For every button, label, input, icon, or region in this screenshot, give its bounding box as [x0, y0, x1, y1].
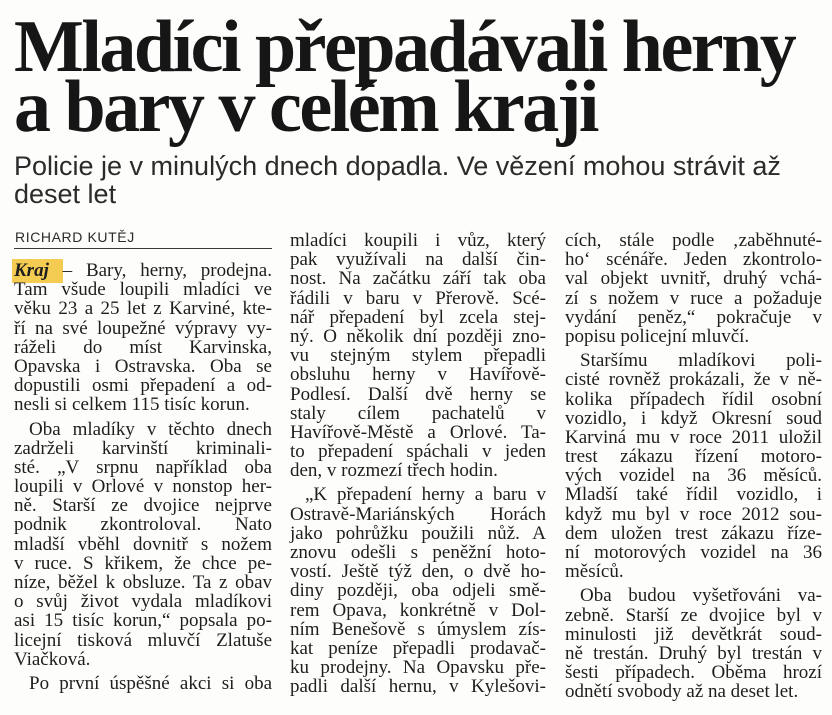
line-text: vydání peněz,“ pokračuje v — [565, 306, 822, 328]
dateline: Kraj — [12, 259, 63, 283]
text-line — [290, 562, 546, 581]
text-line — [290, 423, 546, 442]
text-line — [290, 620, 546, 639]
text-line — [14, 338, 272, 357]
line-text: licejní tisková mluvčí Zlatuše — [14, 629, 272, 651]
line-text: ně. Starší ze dvojice nejprve — [14, 495, 272, 517]
line-text: Havířově-Městě a Orlové. Ta- — [290, 421, 546, 443]
paragraph — [565, 586, 822, 701]
text-line — [290, 269, 546, 288]
line-text: zí s nožem v ruce a požaduje — [565, 287, 822, 309]
line-text: níze, běžel k obsluze. Ta z obav — [14, 572, 272, 593]
line-text: sté. „V srpnu například oba — [14, 456, 272, 478]
text-line — [565, 586, 822, 605]
line-text: když mu byl v roce 2012 sou- — [565, 503, 822, 525]
line-text: – Bary, herny, prodejna. — [48, 260, 272, 281]
line-text: kat peníze přepadli prodavač- — [290, 637, 546, 659]
subheadline-line: Policie je v minulých dnech dopadla. Ve vězení mohou strávit až — [14, 151, 781, 181]
text-line — [290, 385, 546, 404]
line-text: odnětí svobody až na deset let. — [565, 681, 799, 703]
paragraph — [290, 231, 546, 480]
line-text: „K přepadení herny a baru v — [305, 484, 546, 506]
article-column — [565, 231, 822, 702]
text-line — [14, 357, 272, 376]
text-line — [565, 644, 822, 663]
line-text: to přepadení spáchali v jeden — [290, 441, 546, 463]
line-text: Staršímu mladíkovi poli- — [580, 350, 822, 372]
line-text: ním Benešově s úmyslem zís- — [290, 618, 546, 640]
text-line — [565, 606, 822, 625]
line-text: Oba mladíky v těchto dnech — [29, 418, 272, 440]
line-text: Opavska i Ostravska. Oba se — [14, 355, 272, 377]
line-text: nost. Na začátku září tak oba — [290, 268, 546, 290]
paragraph — [565, 231, 822, 346]
text-line — [14, 477, 272, 496]
paragraph — [565, 351, 822, 581]
line-text: ní motorových vozidel na 36 — [565, 542, 822, 563]
text-line — [565, 562, 822, 581]
line-text: věku 23 a 25 let z Karviné, kte- — [14, 298, 272, 320]
text-line — [290, 404, 546, 423]
line-text: jako pohrůžku použili nůž. A — [290, 522, 546, 544]
line-text: ho‘ scénáře. Jeden zkontrolo- — [565, 249, 822, 271]
text-line — [290, 346, 546, 365]
line-text: ně trestán. Druhý byl trestán v — [565, 642, 822, 664]
text-line — [14, 439, 272, 458]
text-line — [565, 250, 822, 269]
line-text: vu stejným stylem přepadli — [290, 345, 546, 367]
text-line — [565, 370, 822, 389]
line-text: vých vozidel na 36 měsíců. — [565, 465, 822, 487]
line-text: kolika případech řídil osobní — [565, 388, 822, 410]
line-text: řádili v baru v Přerově. Scé- — [290, 287, 546, 309]
text-line — [565, 505, 822, 524]
line-text: zadrželi karvinští kriminali- — [14, 437, 272, 459]
text-line — [14, 376, 272, 395]
line-text: padli další hernu, v Kylešovi- — [290, 676, 546, 698]
article-column — [14, 261, 272, 693]
line-text: Karviná mu v roce 2011 uložil — [565, 426, 822, 448]
text-line — [14, 458, 272, 477]
line-text: Podlesí. Další dvě herny se — [290, 383, 546, 405]
line-text: staly cílem pachatelů v — [290, 402, 546, 424]
headline-line: Mladíci přepadávali herny — [14, 6, 795, 88]
text-line — [290, 639, 546, 658]
line-text: nář přepadení byl zcela stej- — [290, 306, 546, 328]
text-line — [290, 365, 546, 384]
text-line — [290, 231, 546, 250]
line-text: vozidlo, i když Okresní soud — [565, 407, 822, 429]
text-line — [290, 543, 546, 562]
text-line — [565, 351, 822, 370]
line-text: ný. O několik dní později zno- — [290, 325, 546, 347]
text-line — [290, 327, 546, 346]
line-text: Tam všude loupili mladíci ve — [14, 279, 272, 301]
line-text: rem Opava, konkrétně v Dol- — [290, 599, 546, 621]
line-text: val objekt uvnitř, druhý vchá- — [565, 268, 822, 290]
text-line — [290, 308, 546, 327]
text-line — [565, 409, 822, 428]
paragraph — [14, 261, 272, 415]
text-line — [565, 447, 822, 466]
line-text: ráželi do míst Karvinska, — [14, 336, 272, 358]
text-line — [14, 592, 272, 611]
paragraph — [14, 674, 272, 693]
text-line — [14, 535, 272, 554]
line-text: loupili v Orlové v nonstop her- — [14, 476, 272, 498]
text-line — [565, 231, 822, 250]
text-line — [14, 611, 272, 630]
line-text: Mladší také řídil vozidlo, i — [565, 484, 822, 506]
line-text: diny později, oba odjeli smě- — [290, 580, 546, 602]
text-line — [290, 289, 546, 308]
line-text: obsluhu herny v Havířově- — [290, 364, 546, 386]
text-line — [565, 327, 822, 346]
line-text: trest zákazu řízení motoro- — [565, 446, 822, 468]
byline: RICHARD KUTĚJ — [15, 229, 135, 245]
text-line — [565, 543, 822, 562]
text-line — [14, 395, 272, 414]
line-text: vostí. Ještě týž den, o dvě ho- — [290, 561, 546, 583]
text-line — [14, 573, 272, 592]
line-text: mladíci koupili i vůz, který — [290, 230, 546, 251]
line-text: asi 15 tisíc korun,“ popsala po- — [14, 610, 272, 632]
text-line — [14, 674, 272, 693]
line-text: nesli si celkem 115 tisíc korun. — [14, 394, 250, 416]
text-line — [290, 461, 546, 480]
text-line — [565, 625, 822, 644]
line-text: minulosti již devětkrát soud- — [565, 623, 822, 645]
line-text: ku prodejny. Na Opavsku pře- — [290, 657, 546, 679]
line-text: v ruce. S křikem, že chce pe- — [14, 552, 272, 574]
text-line — [14, 631, 272, 650]
text-line — [565, 682, 822, 701]
article-column — [290, 231, 546, 697]
text-line — [290, 601, 546, 620]
line-text: cích, stále podle ‚zaběhnuté- — [565, 230, 822, 251]
line-text: Viačková. — [14, 648, 91, 670]
text-line — [290, 524, 546, 543]
text-line — [290, 505, 546, 524]
text-line — [290, 250, 546, 269]
text-line — [290, 442, 546, 461]
line-text: podnik zkontroloval. Nato — [14, 514, 272, 536]
paragraph — [290, 485, 546, 696]
text-line — [14, 280, 272, 299]
line-text: pak využívali na další čin- — [290, 249, 546, 271]
line-text: ří na své loupežné výpravy vy- — [14, 317, 272, 339]
text-line — [14, 515, 272, 534]
line-text: šesti případech. Oběma hrozí — [565, 662, 822, 684]
text-line — [565, 308, 822, 327]
text-line — [14, 496, 272, 515]
line-text: zebně. Starší ze dvojice byl v — [565, 604, 822, 626]
text-line — [14, 299, 272, 318]
text-line — [565, 269, 822, 288]
line-text: popisu policejní mluvčí. — [565, 325, 750, 347]
line-text: měsíců. — [565, 561, 624, 583]
text-line — [14, 420, 272, 439]
line-text: dopustili osmi přepadení a od- — [14, 375, 272, 397]
text-line — [14, 319, 272, 338]
text-line — [290, 581, 546, 600]
text-line — [565, 289, 822, 308]
line-text: o svůj život vydala mladíkovi — [14, 591, 272, 613]
line-text: cisté rovněž prokázali, že v ně- — [565, 369, 822, 391]
line-text: znovu odešli s peněžní hoto- — [290, 542, 546, 563]
line-text: dem uložen trest zákazu říze- — [565, 522, 822, 544]
text-line — [290, 677, 546, 696]
text-line — [290, 485, 546, 504]
text-line — [565, 390, 822, 409]
text-line — [290, 658, 546, 677]
line-text: Po první úspěšné akci si oba — [29, 672, 272, 694]
headline-line: a bary v celém kraji — [14, 66, 597, 148]
line-text: Ostravě-Mariánských Horách — [290, 503, 546, 525]
text-line — [565, 428, 822, 447]
line-text: mladší vběhl dovnitř s nožem — [14, 533, 272, 555]
text-line — [14, 650, 272, 669]
line-text: den, v rozmezí třech hodin. — [290, 460, 498, 482]
text-line — [14, 261, 272, 280]
text-line — [565, 663, 822, 682]
text-line — [565, 524, 822, 543]
paragraph — [14, 420, 272, 669]
line-text: Oba budou vyšetřováni va- — [580, 585, 822, 607]
text-line — [565, 466, 822, 485]
subheadline-line: deset let — [14, 179, 117, 209]
text-line — [14, 554, 272, 573]
text-line — [565, 485, 822, 504]
